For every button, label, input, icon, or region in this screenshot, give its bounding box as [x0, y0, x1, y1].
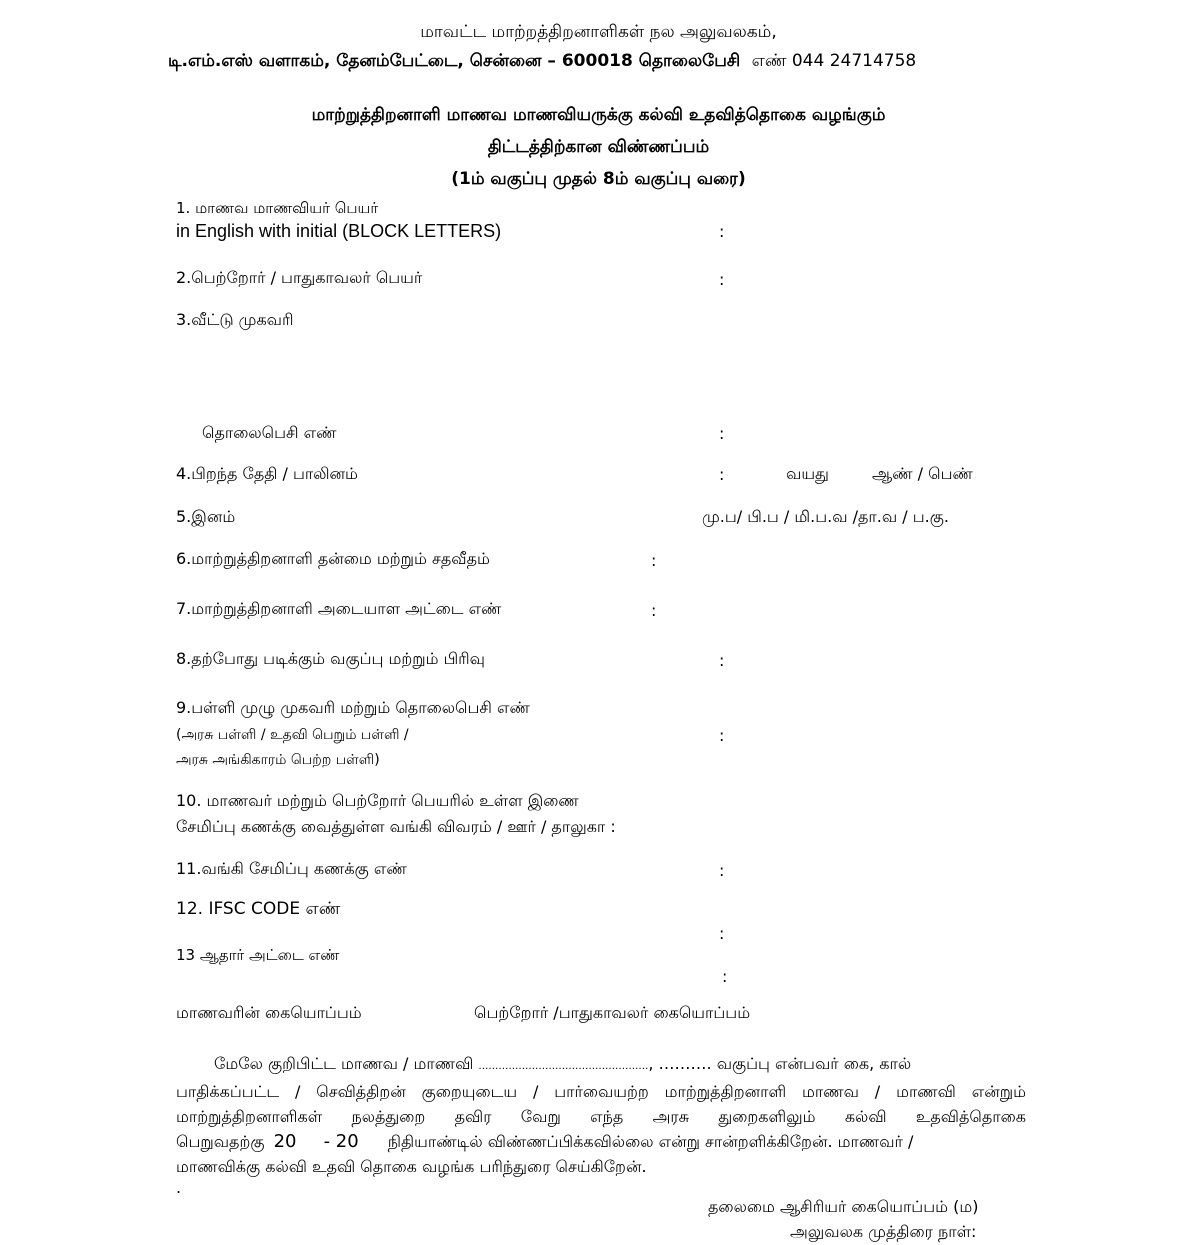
office-phone: எண் 044 24714758: [751, 51, 917, 71]
field-account-number-label: 11.வங்கி சேமிப்பு கணக்கு எண்: [176, 859, 407, 878]
declaration-line4-end: நிதியாண்டில் விண்ணப்பிக்கவில்லை என்று சான்றளிக்கிறேன். மாணவர் /: [387, 1132, 914, 1151]
field-dob-gender-colon: :: [719, 465, 725, 484]
field-parent-name-label: 2.பெற்றோர் / பாதுகாவலர் பெயர்: [176, 268, 423, 287]
field-class-section-colon: :: [719, 651, 725, 670]
stray-dot: .: [176, 1178, 182, 1197]
declaration-line3: மாற்றுத்திறனாளிகள் நலத்துறை தவிர வேறு எந்த அரசு துறைகளிலும் கல்வி உதவித்தொகை: [176, 1107, 1026, 1126]
declaration-paragraph: [176, 1051, 1026, 1179]
form-title-line3: (1ம் வகுப்பு முதல் 8ம் வகுப்பு வரை): [451, 169, 746, 189]
field-parent-name-colon: :: [719, 270, 725, 289]
field-phone-colon: :: [719, 424, 725, 443]
field-student-name-label: 1. மாணவ மாணவியர் பெயர்: [176, 199, 379, 217]
field-bank-details-label-line2: சேமிப்பு கணக்கு வைத்துள்ள வங்கி விவரம் / ஊர் / தாலுகா :: [176, 817, 616, 836]
office-name: மாவட்ட மாற்றத்திறனாளிகள் நல அலுவலகம்,: [420, 22, 777, 42]
field-bank-details-label-line1: 10. மாணவர் மற்றும் பெற்றோர் பெயரில் உள்ள இணை: [176, 791, 579, 810]
declaration-year-end: - 20: [323, 1131, 359, 1152]
office-seal-date-label: அலுவலக முத்திரை நாள்:: [790, 1222, 977, 1241]
declaration-line1-end: , ………. வகுப்பு என்பவர் கை, கால்: [648, 1054, 912, 1073]
declaration-line1: [176, 1051, 1026, 1079]
office-address-text: டி.எம்.எஸ் வளாகம், தேனம்பேட்டை, சென்னை – 600018 தொலைபேசி: [168, 51, 741, 71]
field-school-address-colon: :: [719, 726, 725, 745]
field-account-number-colon: :: [719, 861, 725, 880]
field-ifsc-label: 12. IFSC CODE எண்: [176, 899, 341, 919]
parent-signature-label: பெற்றோர் /பாதுகாவலர் கையொப்பம்: [474, 1003, 751, 1022]
declaration-line4: [176, 1129, 1026, 1154]
field-community-label: 5.இனம்: [176, 507, 236, 526]
field-aadhaar-colon: :: [722, 967, 728, 986]
field-id-card-colon: :: [651, 601, 657, 620]
field-phone-label: தொலைபெசி எண்: [202, 423, 337, 442]
student-signature-label: மாணவரின் கையொப்பம்: [176, 1003, 362, 1022]
declaration-line5: மாணவிக்கு கல்வி உதவி தொகை வழங்க பரிந்துரை செய்கிறேன்.: [176, 1157, 647, 1176]
field-school-address-label: 9.பள்ளி முழு முகவரி மற்றும் தொலைபெசி எண்: [176, 698, 530, 717]
field-ifsc-colon: :: [719, 924, 725, 943]
declaration-line2: பாதிக்கப்பட்ட / செவித்திறன் குறையுடைய / பார்வையற்ற மாற்றுத்திறனாளி மாணவ / மாணவி என்றும்: [176, 1082, 1026, 1101]
declaration-line1-start: மேலே குறிபிட்ட மாணவ / மாணவி: [214, 1054, 474, 1073]
field-dob-gender-label: 4.பிறந்த தேதி / பாலினம்: [176, 464, 358, 483]
field-school-type-line2: அரசு அங்கிகாரம் பெற்ற பள்ளி): [176, 752, 380, 768]
field-class-section-label: 8.தற்போது படிக்கும் வகுப்பு மற்றும் பிரிவு: [176, 649, 485, 668]
form-title-line2: திட்டத்திற்கான விண்ணப்பம்: [487, 137, 710, 157]
field-aadhaar-label: 13 ஆதார் அட்டை எண்: [176, 946, 340, 964]
declaration-name-blank: ……………………………………………: [478, 1061, 649, 1072]
field-disability-type-colon: :: [651, 551, 657, 570]
field-gender-options: ஆண் / பெண்: [872, 464, 973, 483]
field-disability-type-label: 6.மாற்றுத்திறனாளி தன்மை மற்றும் சதவீதம்: [176, 549, 490, 568]
field-address-label: 3.வீட்டு முகவரி: [176, 310, 294, 329]
field-age-label: வயது: [786, 464, 829, 483]
field-student-name-english-label: in English with initial (BLOCK LETTERS): [176, 221, 502, 241]
field-community-options: மு.ப/ பி.ப / மி.ப.வ /தா.வ / ப.கு.: [702, 507, 949, 526]
declaration-line4-start: பெறுவதற்கு: [176, 1132, 265, 1151]
declaration-year-start: 20: [273, 1131, 297, 1152]
field-student-name-colon: :: [719, 222, 725, 241]
field-id-card-label: 7.மாற்றுத்திறனாளி அடையாள அட்டை எண்: [176, 599, 502, 618]
field-school-type-line1: (அரசு பள்ளி / உதவி பெறும் பள்ளி /: [176, 727, 409, 743]
office-address: [168, 51, 916, 71]
headmaster-signature-label: தலைமை ஆசிரியர் கையொப்பம் (ம): [708, 1197, 979, 1216]
form-title-line1: மாற்றுத்திறனாளி மாணவ மாணவியருக்கு கல்வி உதவித்தொகை வழங்கும்: [311, 105, 886, 125]
